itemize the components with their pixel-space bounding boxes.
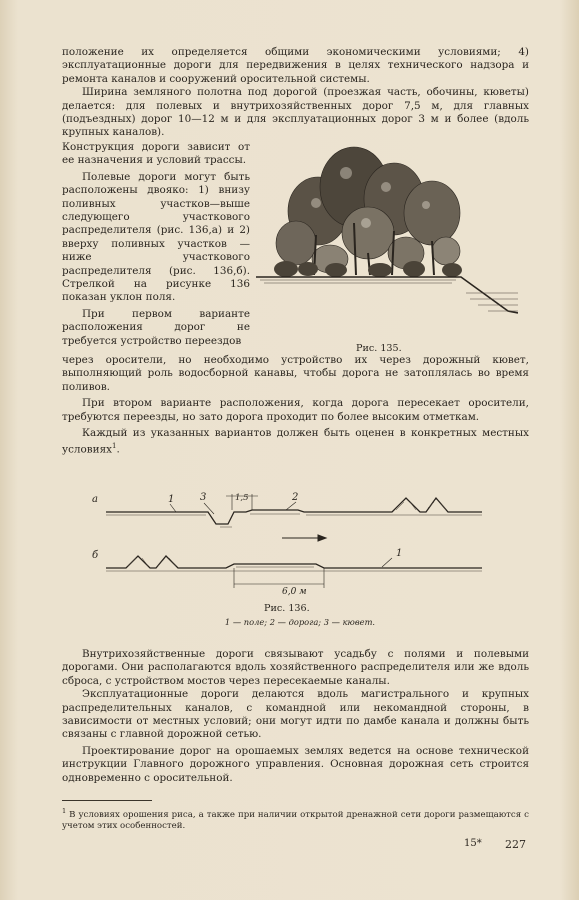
fig136-label-2: 2 <box>292 492 299 503</box>
paragraph-road-design: Конструкция дороги зависит от ее назначения и условий трассы. <box>62 141 250 167</box>
paragraph-each-variant-text: Каждый из указанных вариантов должен быть оценен в конкретных местных условиях <box>62 427 529 456</box>
figure-136-legend: 1 — поле; 2 — дорога; 3 — кювет. <box>224 617 376 627</box>
paragraph-first-variant-cont: через оросители, но необходимо устройство их через дорожный кювет, выполняющий роль водосборной канавы, чтобы дорога не затоплялась во время поливов. <box>62 354 529 393</box>
paragraph-each-variant: Каждый из указанных вариантов должен быть оценен в конкретных местных условиях$^1$. <box>62 427 529 456</box>
footnote-rule <box>62 800 152 801</box>
fig136-label-b: б <box>92 550 99 561</box>
figure-136-caption: Рис. 136. <box>264 603 310 614</box>
paragraph-road-width: Ширина земляного полотна под дорогой (проезжая часть, обочины, кюветы) делается: для полевых и внутрихозяйственных дорог 7,5 м, для главных (подъездных) дорог 10—12 м и для эксплуатационных дорог 3 м и более (вдоль крупных каналов). <box>62 86 529 139</box>
fig136-label-a: а <box>92 494 98 505</box>
fig136-label-1a: 1 <box>168 494 175 505</box>
fig136-dim-b: 6,0 м <box>282 587 307 597</box>
fig136-label-1b: 1 <box>396 548 403 559</box>
footnote-number: 1 <box>62 807 67 815</box>
paragraph-continuation: положение их определяется общими экономическими условиями; 4) эксплуатационные дороги для передвижения в целях технического надзора и ремонта каналов и сооружений оросительной системы. <box>62 46 529 85</box>
text-block-middle <box>62 354 529 457</box>
sheet-signature-mark: 15* <box>464 838 482 849</box>
figure-136-road-cross-sections <box>86 488 486 600</box>
text-column-left <box>62 141 250 348</box>
page-number: 227 <box>505 838 526 851</box>
paragraph-field-roads: Полевые дороги могут быть расположены двояко: 1) внизу поливных участков—выше следующего участкового распределителя (рис. 136,а) и 2) вверху поливных участков — ниже участкового распределителя (рис. 136,б). Стрелкой на рисунке 136 показан уклон поля. <box>62 170 250 304</box>
text-block-top <box>62 46 529 140</box>
figure-135-caption: Рис. 135. <box>356 343 402 354</box>
footnote <box>62 806 529 833</box>
paragraph-exploitation-roads: Эксплуатационные дороги делаются вдоль магистрального и крупных распределительных каналов, с командной или некомандной стороны, в зависимости от местных условий; они могут идти по дамбе канала и должны быть связаны с главной дорожной сетью. <box>62 688 529 741</box>
footnote-text: В условиях орошения риса, а также при наличии открытой дренажной сети дороги размещаются с учетом этих особенностей. <box>62 809 529 832</box>
paragraph-road-design-instruction: Проектирование дорог на орошаемых землях ведется на основе технической инструкции Главного дорожного управления. Основная дорожная сеть строится одновременно с оросительной. <box>62 744 529 784</box>
footnote-reference: 1 <box>111 442 117 451</box>
figure-135-trees-illustration <box>256 143 518 331</box>
fig136-dim-a: 1,5 <box>235 493 249 503</box>
paragraph-internal-roads: Внутрихозяйственные дороги связывают усадьбу с полями и полевыми дорогами. Они располагаются вдоль хозяйственного распределителя или же вдоль сброса, с устройством мостов через пересекаемые каналы. <box>62 648 529 687</box>
paragraph-second-variant: При втором варианте расположения, когда дорога пересекает оросители, требуются переезды, но зато дорога проходит по более высоким отметкам. <box>62 397 529 423</box>
fig136-label-3: 3 <box>200 492 207 503</box>
paragraph-first-variant: При первом варианте расположения дорог не требуется устройство переездов <box>62 307 250 347</box>
text-block-bottom <box>62 648 529 785</box>
